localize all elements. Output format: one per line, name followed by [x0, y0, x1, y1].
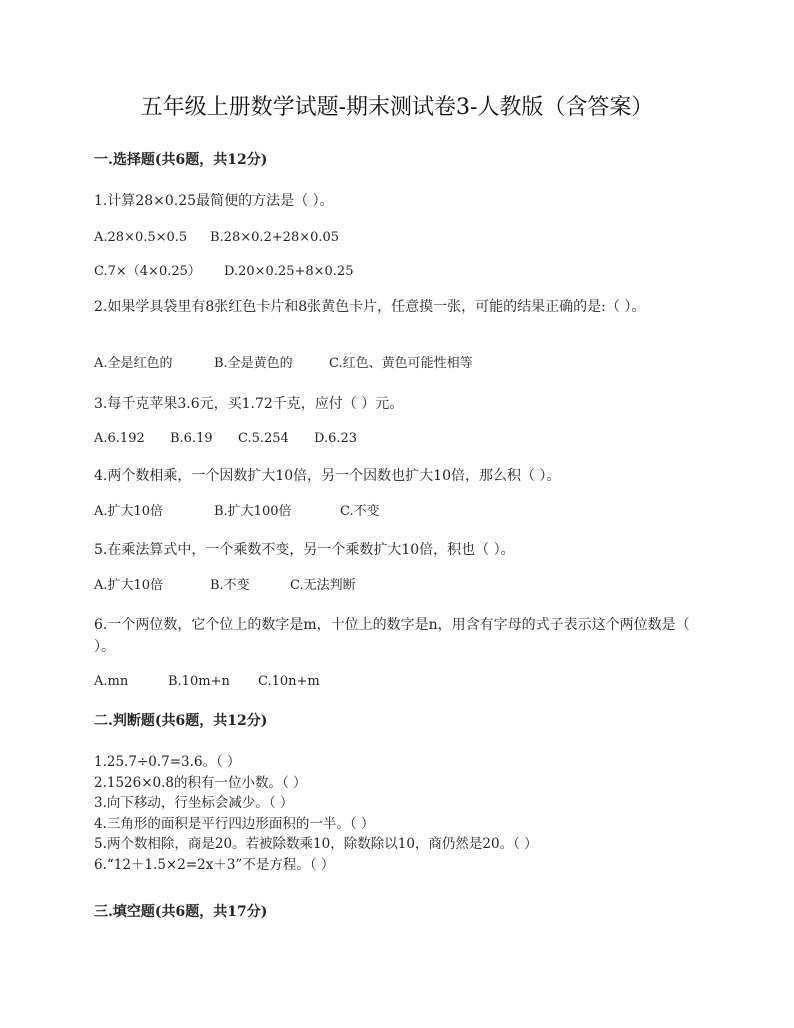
- question-3: 3.每千克苹果3.6元，买1.72千克，应付（ ）元。: [94, 396, 404, 412]
- option: B.10m+n: [168, 674, 230, 689]
- section-judgement-heading: 二.判断题(共6题，共12分): [94, 713, 268, 729]
- option: A.6.192: [94, 431, 145, 446]
- option: A.扩大10倍: [94, 504, 164, 519]
- judgement-item: 2.1526×0.8的积有一位小数。（ ）: [94, 774, 307, 791]
- option: B.6.19: [170, 431, 213, 446]
- option: C.7×（4×0.25）: [94, 264, 201, 279]
- judgement-item: 3.向下移动，行坐标会减少。（ ）: [94, 795, 294, 811]
- question-4-options: [94, 502, 380, 522]
- question-1-options-row-1: [94, 228, 339, 248]
- option: A.全是红色的: [94, 356, 173, 371]
- section-fill-blank-heading: 三.填空题(共6题，共17分): [94, 904, 268, 920]
- question-6: 6.一个两位数，它个位上的数字是m，十位上的数字是n，用含有字母的式子表示这个两位数是（ ）。: [94, 617, 690, 655]
- option: C.5.254: [238, 431, 289, 446]
- option: B.不变: [210, 578, 250, 593]
- question-1: 1.计算28×0.25最简便的方法是（ ）。: [94, 193, 334, 209]
- question-1-options-row-2: [94, 262, 353, 282]
- page-title: 五年级上册数学试题-期末测试卷3-人教版（含答案）: [140, 95, 654, 120]
- option: C.不变: [340, 504, 380, 519]
- judgement-item: 5.两个数相除，商是20。若被除数乘10，除数除以10，商仍然是20。（ ）: [94, 836, 538, 852]
- option: C.红色、黄色可能性相等: [329, 356, 473, 371]
- question-3-options: [94, 429, 357, 449]
- question-2: 2.如果学具袋里有8张红色卡片和8张黄色卡片，任意摸一张，可能的结果正确的是:（ ）。: [94, 299, 646, 315]
- question-5: 5.在乘法算式中，一个乘数不变，另一个乘数扩大10倍，积也（ ）。: [94, 542, 515, 558]
- option: B.扩大100倍: [214, 504, 292, 519]
- section-choice-heading: 一.选择题(共6题，共12分): [94, 152, 268, 168]
- question-4: 4.两个数相乘，一个因数扩大10倍，另一个因数也扩大10倍，那么积（ ）。: [94, 468, 561, 484]
- judgement-list: [94, 752, 714, 875]
- option: D.20×0.25+8×0.25: [224, 264, 354, 279]
- option: A.扩大10倍: [94, 578, 164, 593]
- option: C.10n+m: [258, 674, 320, 689]
- judgement-item: 1.25.7÷0.7=3.6。（ ）: [94, 754, 241, 770]
- option: A.28×0.5×0.5: [94, 230, 188, 245]
- option: C.无法判断: [290, 578, 356, 593]
- question-6-options: [94, 672, 320, 692]
- judgement-item: 6.“12＋1.5×2=2x＋3”不是方程。（ ）: [94, 856, 335, 873]
- option: B.全是黄色的: [214, 356, 293, 371]
- option: D.6.23: [314, 431, 358, 446]
- question-2-options: [94, 354, 473, 374]
- option: A.mn: [94, 674, 129, 689]
- option: B.28×0.2+28×0.05: [210, 230, 340, 245]
- judgement-item: 4.三角形的面积是平行四边形面积的一半。（ ）: [94, 815, 375, 832]
- question-5-options: [94, 576, 356, 596]
